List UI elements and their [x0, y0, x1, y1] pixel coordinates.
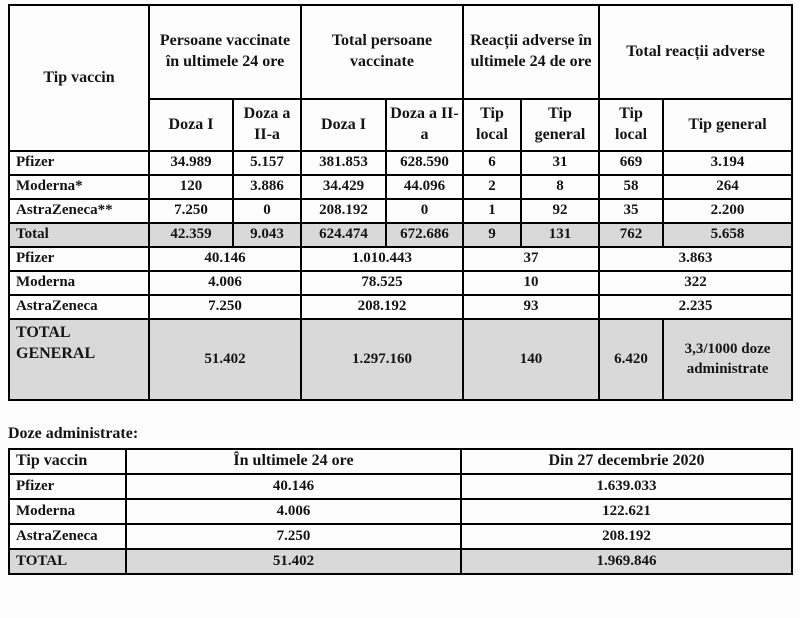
subheader-tip-local-24h: Tip local: [463, 99, 521, 151]
cell-value: 93: [463, 295, 599, 319]
subheader-tip-general-total: Tip general: [663, 99, 792, 151]
table-row-total-general: [9, 319, 792, 400]
subheader-tip-general-24h: Tip general: [521, 99, 599, 151]
header-group-vaccinated-24h: Persoane vaccinate în ultimele 24 ore: [149, 5, 301, 99]
table-row-moderna: [9, 175, 792, 199]
vaccine-name: Moderna: [9, 499, 126, 524]
table-row-pfizer-doses: [9, 247, 792, 271]
vaccine-name: Pfizer: [9, 474, 126, 499]
cell-value: 628.590: [386, 151, 463, 175]
subheader-doza2-total: Doza a II-a: [386, 99, 463, 151]
cell-value: 40.146: [126, 474, 461, 499]
cell-value: 51.402: [126, 549, 461, 574]
cell-value: 78.525: [301, 271, 463, 295]
cell-value: 9.043: [233, 223, 301, 247]
vaccine-name: Pfizer: [9, 247, 149, 271]
subheader-doza2-24h: Doza a II-a: [233, 99, 301, 151]
cell-value: 35: [599, 199, 663, 223]
cell-value: 7.250: [149, 199, 233, 223]
cell-value: 3.194: [663, 151, 792, 175]
doses-administered-table: [8, 448, 793, 575]
cell-value: 624.474: [301, 223, 386, 247]
cell-value: 10: [463, 271, 599, 295]
vaccine-name: Pfizer: [9, 151, 149, 175]
table-row-pfizer: [9, 151, 792, 175]
cell-value: 34.989: [149, 151, 233, 175]
cell-value: 40.146: [149, 247, 301, 271]
cell-value: 4.006: [149, 271, 301, 295]
cell-value: 208.192: [301, 199, 386, 223]
table-row-astrazeneca: [9, 199, 792, 223]
cell-value: 31: [521, 151, 599, 175]
table-row-moderna-2: [9, 499, 792, 524]
cell-value: 6: [463, 151, 521, 175]
cell-value: 322: [599, 271, 792, 295]
cell-value: 7.250: [126, 524, 461, 549]
cell-value: 3.886: [233, 175, 301, 199]
vaccination-report-table: [8, 4, 793, 401]
subheader-doza1-24h: Doza I: [149, 99, 233, 151]
header-group-reactions-24h: Reacții adverse în ultimele 24 de ore: [463, 5, 599, 99]
doses-header-row: [9, 449, 792, 474]
doses-table-title: Doze administrate:: [8, 425, 139, 442]
cell-value: 264: [663, 175, 792, 199]
table-row-total: [9, 223, 792, 247]
header-last-24h: În ultimele 24 ore: [126, 449, 461, 474]
cell-value: 8: [521, 175, 599, 199]
cell-value: 140: [463, 319, 599, 400]
cell-value: 1.297.160: [301, 319, 463, 400]
total-row-label: Total: [9, 223, 149, 247]
cell-value: 669: [599, 151, 663, 175]
table-row-moderna-doses: [9, 271, 792, 295]
cell-value: 92: [521, 199, 599, 223]
cell-value: 34.429: [301, 175, 386, 199]
cell-value: 44.096: [386, 175, 463, 199]
cell-value: 208.192: [301, 295, 463, 319]
table-row-total-2: [9, 549, 792, 574]
table-row-pfizer-2: [9, 474, 792, 499]
header-group-total-reactions: Total reacții adverse: [599, 5, 792, 99]
vaccine-name: AstraZeneca: [9, 295, 149, 319]
table-row-astrazeneca-2: [9, 524, 792, 549]
cell-value: 762: [599, 223, 663, 247]
cell-value: 3,3/1000 doze administrate: [663, 319, 792, 400]
cell-value: 2.235: [599, 295, 792, 319]
cell-value: 37: [463, 247, 599, 271]
cell-value: 120: [149, 175, 233, 199]
cell-value: 131: [521, 223, 599, 247]
cell-value: 122.621: [461, 499, 792, 524]
vaccine-name: Moderna*: [9, 175, 149, 199]
total-general-label: TOTAL GENERAL: [9, 319, 149, 400]
header-tip-vaccin: Tip vaccin: [9, 5, 149, 151]
vaccine-name: AstraZeneca**: [9, 199, 149, 223]
cell-value: 208.192: [461, 524, 792, 549]
subheader-doza1-total: Doza I: [301, 99, 386, 151]
cell-value: 1: [463, 199, 521, 223]
cell-value: 2: [463, 175, 521, 199]
cell-value: 3.863: [599, 247, 792, 271]
cell-value: 51.402: [149, 319, 301, 400]
cell-value: 0: [386, 199, 463, 223]
cell-value: 5.157: [233, 151, 301, 175]
cell-value: 58: [599, 175, 663, 199]
subheader-tip-local-total: Tip local: [599, 99, 663, 151]
cell-value: 6.420: [599, 319, 663, 400]
total-row-label: TOTAL: [9, 549, 126, 574]
cell-value: 381.853: [301, 151, 386, 175]
vaccine-name: AstraZeneca: [9, 524, 126, 549]
header-group-total-vaccinated: Total persoane vaccinate: [301, 5, 463, 99]
cell-value: 4.006: [126, 499, 461, 524]
cell-value: 7.250: [149, 295, 301, 319]
cell-value: 1.010.443: [301, 247, 463, 271]
cell-value: 1.969.846: [461, 549, 792, 574]
cell-value: 42.359: [149, 223, 233, 247]
vaccine-name: Moderna: [9, 271, 149, 295]
header-tip-vaccin-2: Tip vaccin: [9, 449, 126, 474]
cell-value: 5.658: [663, 223, 792, 247]
cell-value: 1.639.033: [461, 474, 792, 499]
header-since-dec-27: Din 27 decembrie 2020: [461, 449, 792, 474]
cell-value: 2.200: [663, 199, 792, 223]
cell-value: 0: [233, 199, 301, 223]
table-row-astrazeneca-doses: [9, 295, 792, 319]
cell-value: 672.686: [386, 223, 463, 247]
cell-value: 9: [463, 223, 521, 247]
